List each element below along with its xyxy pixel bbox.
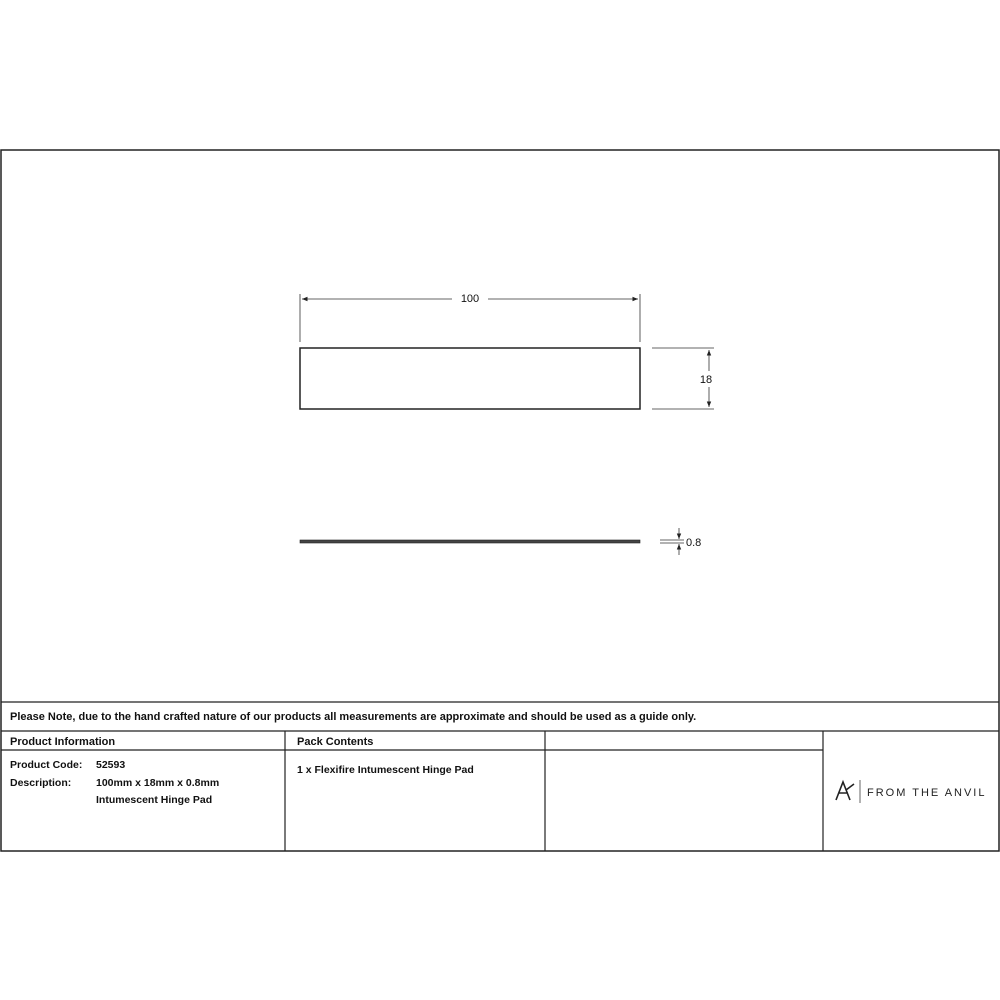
title-block [1, 702, 999, 851]
height-dimension [652, 348, 722, 409]
pad-side-view [300, 540, 640, 543]
thickness-dimension [660, 528, 701, 555]
description-line-1: 100mm x 18mm x 0.8mm [96, 777, 220, 789]
anvil-a-icon [836, 782, 854, 800]
pack-contents-item: 1 x Flexifire Intumescent Hinge Pad [297, 764, 474, 776]
description-line-2: Intumescent Hinge Pad [96, 794, 213, 806]
product-code-label: Product Code: [10, 759, 83, 771]
approximate-measurements-note: Please Note, due to the hand crafted nature of our products all measurements are approximate and should be used as a guide only. [10, 711, 697, 723]
width-dimension-label: 100 [460, 293, 480, 305]
width-dimension [300, 290, 640, 342]
pad-top-view [300, 348, 640, 409]
product-information-header: Product Information [10, 736, 116, 748]
description-label: Description: [10, 777, 72, 789]
from-the-anvil-logo [836, 780, 986, 803]
thickness-dimension-label: 0.8 [686, 537, 702, 549]
drawing-border [1, 150, 999, 851]
product-code-value: 52593 [96, 759, 126, 771]
brand-name: FROM THE ANVIL [867, 787, 987, 799]
height-dimension-label: 18 [699, 374, 713, 386]
pack-contents-header: Pack Contents [297, 736, 374, 748]
